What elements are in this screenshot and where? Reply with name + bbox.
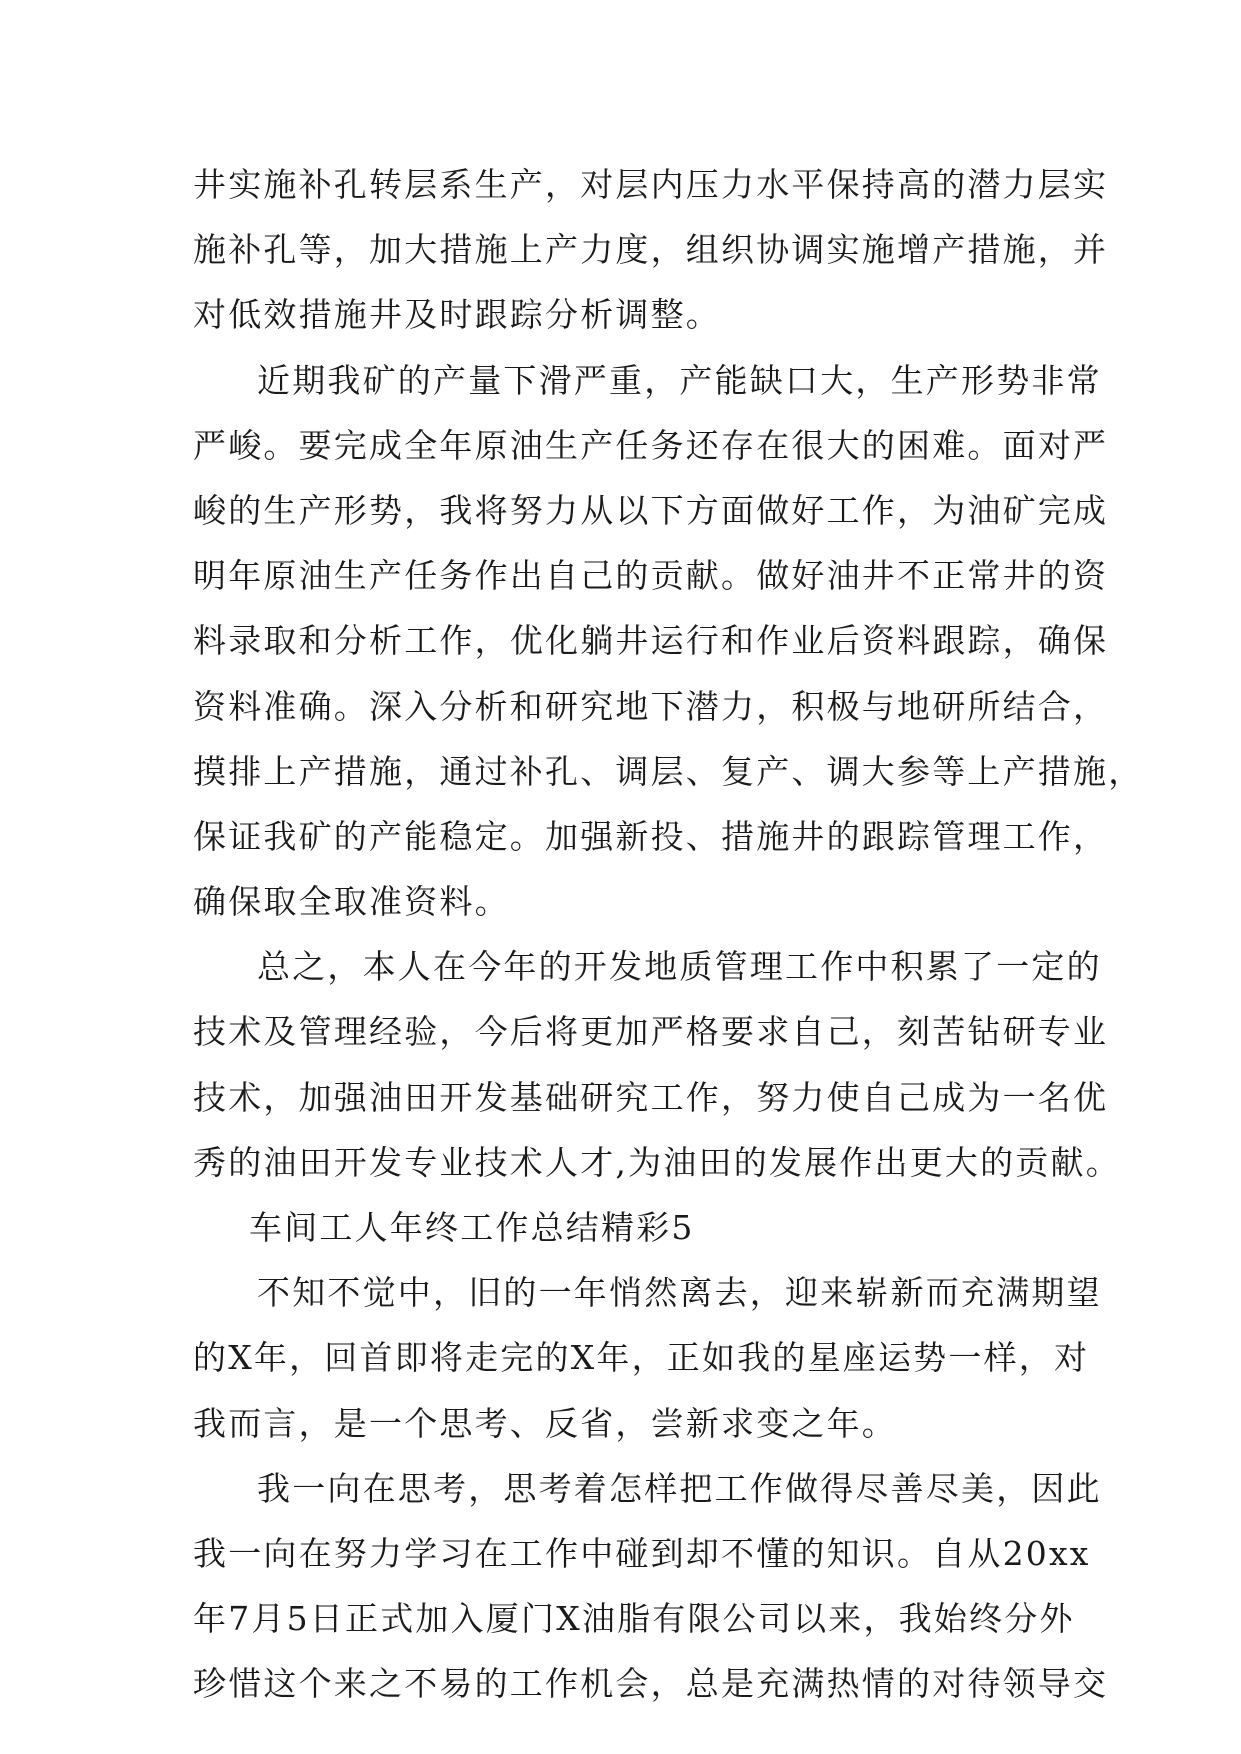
text-line: 年7月5日正式加入厦门X油脂有限公司以来，我始终分外: [193, 1599, 1075, 1639]
text-line: 明年原油生产任务作出自己的贡献。做好油井不正常井的资: [193, 556, 1109, 596]
text-line: 确保取全取准资料。: [193, 882, 510, 922]
text-line: 我而言，是一个思考、反省，尝新求变之年。: [193, 1403, 897, 1443]
text-line: 资料准确。深入分析和研究地下潜力，积极与地研所结合，: [193, 686, 1109, 726]
text-line: 秀的油田开发专业技术人才,为油田的发展作出更大的贡献。: [193, 1142, 1121, 1182]
text-line: 我一向在思考，思考着怎样把工作做得尽善尽美，因此: [257, 1468, 1102, 1508]
text-line: 严峻。要完成全年原油生产任务还存在很大的困难。面对严: [193, 425, 1109, 465]
text-line: 峻的生产形势，我将努力从以下方面做好工作，为油矿完成: [193, 490, 1109, 530]
text-line: 对低效措施井及时跟踪分析调整。: [193, 295, 721, 335]
text-line: 近期我矿的产量下滑严重，产能缺口大，生产形势非常: [257, 360, 1102, 400]
text-line: 不知不觉中，旧的一年悄然离去，迎来崭新而充满期望: [257, 1273, 1102, 1313]
text-line: 技术，加强油田开发基础研究工作，努力使自己成为一名优: [193, 1077, 1109, 1117]
text-line: 保证我矿的产能稳定。加强新投、措施井的跟踪管理工作，: [193, 816, 1109, 856]
document-body: [193, 152, 1144, 1717]
text-line: 技术及管理经验，今后将更加严格要求自己，刻苦钻研专业: [193, 1012, 1109, 1052]
text-line: 施补孔等，加大措施上产力度，组织协调实施增产措施，并: [193, 230, 1109, 270]
text-line: 的X年，回首即将走完的X年，正如我的星座运势一样，对: [193, 1338, 1090, 1378]
text-line: 摸排上产措施，通过补孔、调层、复产、调大参等上产措施，: [193, 751, 1144, 791]
text-line: 总之，本人在今年的开发地质管理工作中积累了一定的: [257, 947, 1102, 987]
text-line: 珍惜这个来之不易的工作机会，总是充满热情的对待领导交: [193, 1664, 1109, 1704]
text-line: 料录取和分析工作，优化躺井运行和作业后资料跟踪，确保: [193, 621, 1109, 661]
text-line: 我一向在努力学习在工作中碰到却不懂的知识。自从20xx: [193, 1533, 1091, 1573]
text-line: 井实施补孔转层系生产，对层内压力水平保持高的潜力层实: [193, 165, 1109, 204]
section-title: 车间工人年终工作总结精彩5: [249, 1208, 695, 1247]
